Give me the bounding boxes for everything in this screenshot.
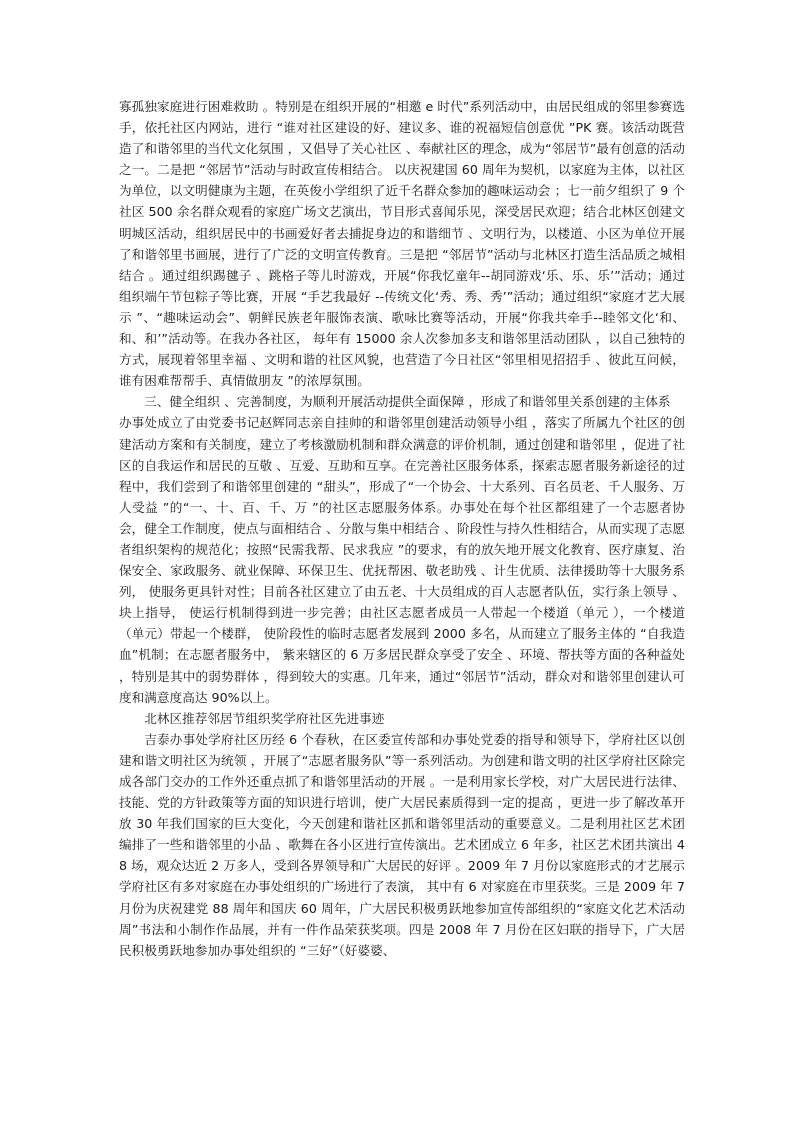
paragraph-organization: 办事处成立了由党委书记赵辉同志亲自挂帅的和谐邻里创建活动领导小组 ，落实了所属九个社区的创建活动方案和有关制度，建立了考核激励机制和群众满意的评价机制，通过创建和谐邻里 ，促进了社区的自我运作和居民的互敬 、互爱、互助和互享。在完善社区服务体系，探索志愿者服务新途径的过程中，我们尝到了和谐邻里创建的 “甜头”，形成了“一个协会、十大系列、百名员老、千人服务、万人受益 ”的“一、十、百、千、万 ”的社区志愿服务体系。办事处在每个社区都组建了一个志愿者协会，健全工作制度，使点与面相结合 、分散与集中相结合 、阶段性与持久性相结合，从而实现了志愿者组织架构的规范化；按照“民需我帮、民求我应 ”的要求，有的放矢地开展文化教育、医疗康复、治保安全、家政服务、就业保障、环保卫生、优抚帮困、敬老助残 、计生优质、法律援助等十大服务系列， 使服务更具针对性；目前各社区建立了由五老、十大员组成的百人志愿者队伍，实行条上领导 、块上指导， 使运行机制得到进一步完善；由社区志愿者成员一人带起一个楼道（单元 ），一个楼道（单元）带起一个楼群， 使阶段性的临时志愿者发展到 2000 多名，从而建立了服务主体的 “自我造血”机制；在志愿者服务中， 紫来辖区的 6 万多居民群众享受了安全 、环境、帮扶等方面的各种益处 ，特别是其中的弱势群体 ，得到较大的实惠。几年来，通过“邻居节”活动，群众对和谐邻里创建认可度和满意度高达 90%以上。	[119, 415, 685, 705]
paragraph-xuefu-community: 吉泰办事处学府社区历经 6 个春秋，在区委宣传部和办事处党委的指导和领导下，学府社区以创建和谐文明社区为统领 ，开展了“志愿者服务队”等一系列活动。为创建和谐文明的社区学府社区除完成各部门交办的工作外还重点抓了和谐邻里活动的开展 。一是利用家长学校，对广大居民进行法律、技能、党的方针政策等方面的知识进行培训，使广大居民素质得到一定的提高 ，更进一步了解改革开放 30 年我们国家的巨大变化，今天创建和谐社区抓和谐邻里活动的重要意义。二是利用社区艺术团编排了一些和谐邻里的小品 、歌舞在各小区进行宣传演出。艺术团成立 6 年多，社区艺术团共演出 48 场，观众达近 2 万多人，受到各界领导和广大居民的好评 。2009 年 7 月份以家庭形式的才艺展示学府社区有多对家庭在办事处组织的广场进行了表演， 其中有 6 对家庭在市里获奖。三是 2009 年 7 月份为庆祝建党 88 周年和国庆 60 周年，广大居民积极勇跃地参加宣传部组织的“家庭文化艺术活动周”书法和小制作作品展，并有一件作品荣获奖项。四是 2008 年 7 月份在区妇联的指导下，广大居民积极勇跃地参加办事处组织的 “三好”（好婆婆、	[119, 731, 685, 958]
paragraph-activities: 寡孤独家庭进行困难救助 。特别是在组织开展的“相邀 e 时代”系列活动中，由居民组成的邻里参赛选手，依托社区内网站，进行 “谁对社区建设的好、建议多、谁的祝福短信创意优 ”PK 赛。该活动既营造了和谐邻里的当代文化氛围 ，又倡导了关心社区 、奉献社区的理念，成为“邻居节”最有创意的活动之一。二是把 “邻居节”活动与时政宣传相结合。 以庆祝建国 60 周年为契机，以家庭为主体，以社区为单位，以文明健康为主题，在英俊小学组织了近千名群众参加的趣味运动会 ；七一前夕组织了 9 个社区 500 余名群众观看的家庭广场文艺演出，节目形式喜闻乐见，深受居民欢迎；结合北林区创建文明城区活动，组织居民中的书画爱好者去捕捉身边的和谐细节 、文明行为，以楼道、小区为单位开展了和谐邻里书画展，进行了广泛的文明宣传教育。三是把 “邻居节”活动与北林区打造生活品质之城相结合 。通过组织踢毽子 、跳格子等儿时游戏，开展“你我忆童年--胡同游戏‘乐、乐、乐’”活动；通过组织端午节包粽子等比赛，开展 “手艺我最好 --传统文化‘秀、秀、秀’”活动；通过组织“家庭才艺大展示 ”、“趣味运动会”、朝鲜民族老年服饰表演、歌咏比赛等活动，开展“你我共牵手--睦邻文化‘和、和、和’”活动等。在我办各社区， 每年有 15000 余人次参加多支和谐邻里活动团队 ，以自己独特的方式，展现着邻里幸福 、文明和谐的社区风貌，也营造了今日社区“邻里相见招招手 、彼此互问候，谁有困难帮帮手、真情做朋友 ”的浓厚氛围。	[119, 99, 685, 389]
section-heading-organization: 三、健全组织 、完善制度，为顺利开展活动提供全面保障 ，形成了和谐邻里关系创建的主体系	[144, 394, 671, 410]
document-body	[119, 96, 685, 961]
section-heading-xuefu-community: 北林区推荐邻居节组织奖学府社区先进事迹	[144, 710, 385, 726]
